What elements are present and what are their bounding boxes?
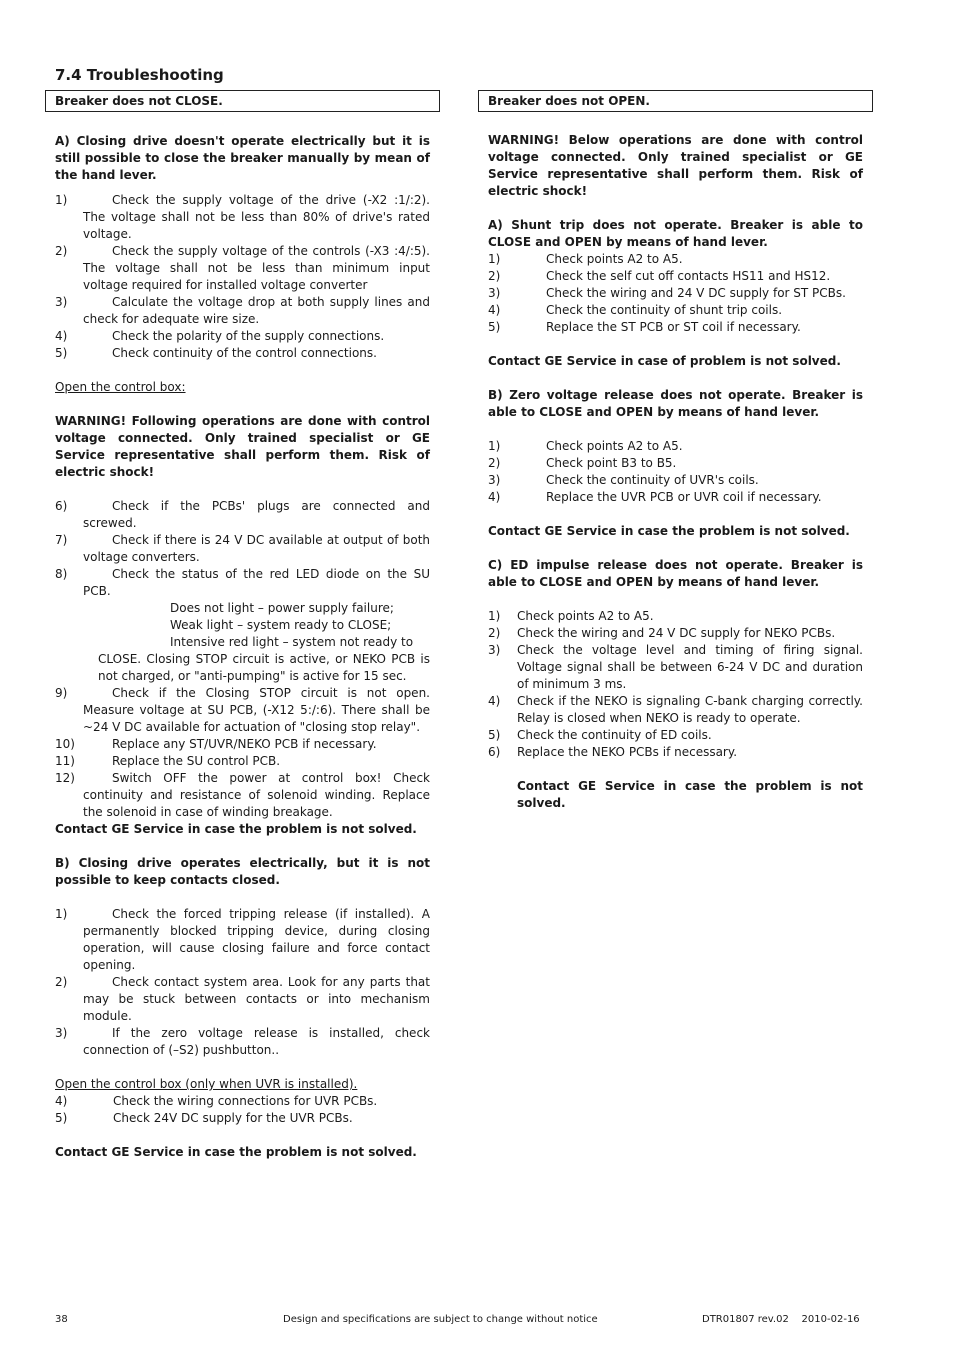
list-item-text: Check the voltage level and timing of firing signal. Voltage signal shall be between 6-24 V DC and duration of minimum 3 ms. xyxy=(517,643,863,691)
list-item-text: Check continuity of the control connections. xyxy=(112,346,377,360)
list-item-text: Check the wiring connections for UVR PCBs. xyxy=(113,1094,378,1108)
list-item-text: Check if the NEKO is signaling C-bank charging correctly. Relay is closed when NEKO is ready to operate. xyxy=(517,694,863,725)
list-item-number: 11) xyxy=(55,754,75,768)
left-e-list xyxy=(55,1093,430,1127)
list-item-text: If the zero voltage release is installed, check connection of (–S2) pushbutton.. xyxy=(83,1026,430,1057)
list-item xyxy=(55,753,430,770)
breaker-not-close-box: Breaker does not CLOSE. xyxy=(45,90,440,112)
list-item-text: Check point B3 to B5. xyxy=(546,456,677,470)
led-status-list xyxy=(55,600,430,651)
left-column xyxy=(45,90,440,1161)
open-control-box-label: Open the control box: xyxy=(55,380,186,394)
list-item-text: Check the continuity of UVR's coils. xyxy=(546,473,759,487)
list-item xyxy=(488,319,863,336)
list-item xyxy=(488,625,863,642)
list-item-text: Check the forced tripping release (if installed). A permanently blocked tripping device, during closing operation, will cause closing failure and force contact opening. xyxy=(83,907,430,972)
list-item-number: 1) xyxy=(55,193,68,207)
open-control-box-uvr-label: Open the control box (only when UVR is installed). xyxy=(55,1077,358,1091)
list-item-number: 4) xyxy=(55,329,68,343)
contact-ge-2: Contact GE Service in case the problem is not solved. xyxy=(55,1145,417,1159)
list-item xyxy=(488,285,863,302)
breaker-not-open-box: Breaker does not OPEN. xyxy=(478,90,873,112)
right-section-b-heading: B) Zero voltage release does not operate. Breaker is able to CLOSE and OPEN by means of hand lever. xyxy=(488,388,863,419)
list-item-number: 3) xyxy=(488,286,501,300)
page-title: 7.4 Troubleshooting xyxy=(55,66,224,84)
list-item-number: 3) xyxy=(488,643,501,657)
list-item xyxy=(55,1025,430,1059)
list-item-text: Check the wiring and 24 V DC supply for ST PCBs. xyxy=(546,286,846,300)
list-item xyxy=(55,328,430,345)
list-item-number: 5) xyxy=(55,1111,68,1125)
list-item-number: 1) xyxy=(488,252,501,266)
list-item xyxy=(55,1093,430,1110)
right-b-list xyxy=(488,438,863,506)
list-item-text: Replace the UVR PCB or UVR coil if necessary. xyxy=(546,490,822,504)
list-item-number: 8) xyxy=(55,567,68,581)
section-a-heading: A) Closing drive doesn't operate electrically but it is still possible to close the breaker manually by mean of the hand lever. xyxy=(55,134,430,182)
list-item xyxy=(488,744,863,761)
list-item-number: 2) xyxy=(488,456,501,470)
list-item-text: Check contact system area. Look for any parts that may be stuck between contacts or into mechanism module. xyxy=(83,975,430,1023)
list-item xyxy=(55,566,430,600)
list-item-text: Check the supply voltage of the controls (-X3 :4/:5). The voltage shall not be less than minimum input voltage required for installed voltage converter xyxy=(83,244,430,292)
list-item xyxy=(488,642,863,693)
list-item-text: Check points A2 to A5. xyxy=(546,252,683,266)
list-item-number: 7) xyxy=(55,533,68,547)
list-item-text: Check 24V DC supply for the UVR PCBs. xyxy=(113,1111,353,1125)
list-item-number: 2) xyxy=(488,626,501,640)
list-item-text: Check the self cut off contacts HS11 and HS12. xyxy=(546,269,831,283)
led-line-intense: Intensive red light – system not ready to xyxy=(170,635,414,649)
list-item-number: 4) xyxy=(55,1094,68,1108)
list-item-number: 5) xyxy=(488,728,501,742)
list-item-number: 4) xyxy=(488,694,501,708)
list-item-number: 2) xyxy=(488,269,501,283)
list-item xyxy=(55,294,430,328)
list-item-number: 2) xyxy=(55,244,68,258)
list-item xyxy=(488,302,863,319)
list-item-text: Check points A2 to A5. xyxy=(546,439,683,453)
list-item-text: Replace the NEKO PCBs if necessary. xyxy=(517,745,738,759)
list-item-number: 4) xyxy=(488,303,501,317)
led-line-none: Does not light – power supply failure; xyxy=(170,601,394,615)
list-item xyxy=(488,472,863,489)
list-item-number: 1) xyxy=(488,609,501,623)
list-item-number: 1) xyxy=(55,907,68,921)
right-a-list xyxy=(488,251,863,336)
right-c-list xyxy=(488,608,863,761)
list-item-number: 12) xyxy=(55,771,75,785)
led-line-intense-cont: CLOSE. Closing STOP circuit is active, or NEKO PCB is not charged, or "anti-pumping" is active for 15 sec. xyxy=(98,652,430,683)
right-warning-text: WARNING! Below operations are done with control voltage connected. Only trained specialist or GE Service representative shall perform them. Risk of electric shock! xyxy=(488,133,863,198)
list-item-text: Check the continuity of ED coils. xyxy=(517,728,712,742)
list-item xyxy=(55,345,430,362)
doc-revision: DTR01807 rev.02 2010-02-16 xyxy=(702,1314,860,1325)
page-number: 38 xyxy=(55,1314,68,1325)
right-column xyxy=(478,90,873,812)
list-item xyxy=(488,438,863,455)
list-item-text: Check points A2 to A5. xyxy=(517,609,654,623)
list-item-text: Check the status of the red LED diode on the SU PCB. xyxy=(83,567,430,598)
list-item xyxy=(55,243,430,294)
list-item xyxy=(488,489,863,506)
list-item xyxy=(488,727,863,744)
right-contact-ge-2: Contact GE Service in case the problem is not solved. xyxy=(488,524,850,538)
list-item xyxy=(55,906,430,974)
list-item-number: 6) xyxy=(488,745,501,759)
list-item xyxy=(55,770,430,821)
right-section-a-heading: A) Shunt trip does not operate. Breaker is able to CLOSE and OPEN by means of hand lever. xyxy=(488,218,863,249)
list-item xyxy=(55,498,430,532)
list-item-number: 3) xyxy=(55,295,68,309)
list-item xyxy=(55,532,430,566)
list-item-text: Check the continuity of shunt trip coils. xyxy=(546,303,783,317)
list-item-number: 5) xyxy=(488,320,501,334)
right-contact-ge-1: Contact GE Service in case of problem is not solved. xyxy=(488,354,841,368)
list-item xyxy=(55,736,430,753)
footer-disclaimer: Design and specifications are subject to change without notice xyxy=(283,1314,598,1325)
list-item-number: 3) xyxy=(488,473,501,487)
list-item xyxy=(55,1110,430,1127)
list-item xyxy=(488,268,863,285)
left-c-list xyxy=(55,685,430,821)
list-item-text: Check if the PCBs' plugs are connected and screwed. xyxy=(83,499,430,530)
list-item-number: 3) xyxy=(55,1026,68,1040)
list-item-number: 4) xyxy=(488,490,501,504)
list-item xyxy=(55,685,430,736)
list-item-number: 1) xyxy=(488,439,501,453)
list-item-number: 5) xyxy=(55,346,68,360)
right-section-c-heading: C) ED impulse release does not operate. Breaker is able to CLOSE and OPEN by means of hand lever. xyxy=(488,558,863,589)
list-item-number: 2) xyxy=(55,975,68,989)
list-item-text: Calculate the voltage drop at both supply lines and check for adequate wire size. xyxy=(83,295,430,326)
list-item xyxy=(55,192,430,243)
list-item-text: Replace the SU control PCB. xyxy=(112,754,281,768)
list-item-text: Switch OFF the power at control box! Check continuity and resistance of solenoid winding. Replace the solenoid in case of winding breakage. xyxy=(83,771,430,819)
left-d-list xyxy=(55,906,430,1059)
led-line-weak: Weak light – system ready to CLOSE; xyxy=(170,618,392,632)
list-item-text: Check the wiring and 24 V DC supply for NEKO PCBs. xyxy=(517,626,836,640)
list-item xyxy=(488,693,863,727)
list-item xyxy=(488,455,863,472)
list-item-text: Replace any ST/UVR/NEKO PCB if necessary. xyxy=(112,737,377,751)
list-item-number: 10) xyxy=(55,737,75,751)
list-item-number: 9) xyxy=(55,686,68,700)
list-item-text: Check the polarity of the supply connections. xyxy=(112,329,385,343)
list-item-text: Replace the ST PCB or ST coil if necessary. xyxy=(546,320,801,334)
right-contact-ge-3: Contact GE Service in case the problem is not solved. xyxy=(517,779,863,810)
list-item-text: Check if there is 24 V DC available at output of both voltage converters. xyxy=(83,533,430,564)
list-item-number: 6) xyxy=(55,499,68,513)
list-item xyxy=(488,251,863,268)
list-item-text: Check if the Closing STOP circuit is not open. Measure voltage at SU PCB, (-X12 5:/:6). There shall be ~24 V DC available for actuation of "closing stop relay". xyxy=(83,686,430,734)
warning-text: WARNING! Following operations are done with control voltage connected. Only trained specialist or GE Service representative shall perform them. Risk of electric shock! xyxy=(55,414,430,479)
section-b-heading: B) Closing drive operates electrically, but it is not possible to keep contacts closed. xyxy=(55,856,430,887)
list-item xyxy=(55,974,430,1025)
contact-ge-1: Contact GE Service in case the problem is not solved. xyxy=(55,822,417,836)
left-b-list xyxy=(55,498,430,600)
list-item-text: Check the supply voltage of the drive (-X2 :1/:2). The voltage shall not be less than 80% of drive's rated voltage. xyxy=(83,193,430,241)
left-a-list xyxy=(55,192,430,362)
list-item xyxy=(488,608,863,625)
